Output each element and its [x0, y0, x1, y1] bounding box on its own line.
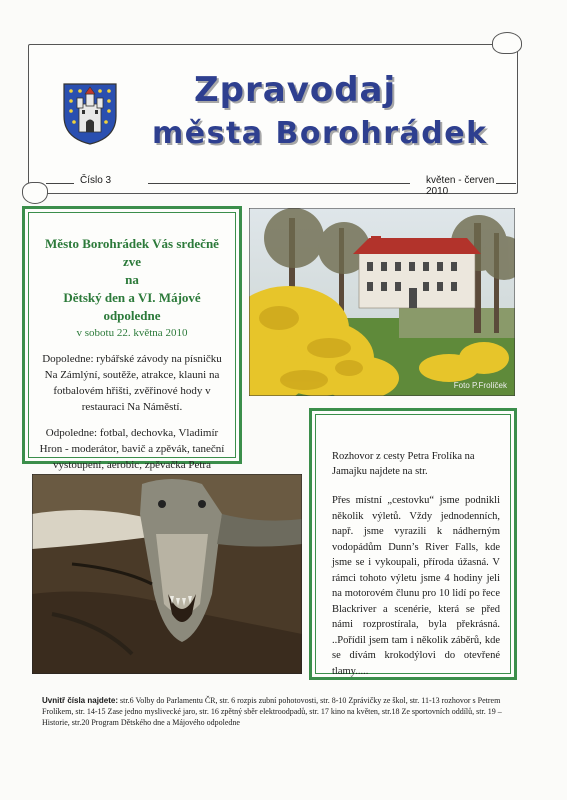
- contents-text: str.6 Volby do Parlamentu ČR, str. 6 rozpis zubní pohotovosti, str. 8-10 Zprávičky ze škol, str. 11-13 rozhovor s Petrem Frolíkem, str. 14-15 Zase jedno myslivecké jaro, str. 16 zpětný sběr elektroodpadů, str. 17 kino na květen, str.18 Ze sportovních oddílů, str. 19 – Historie, str.20 Program Dětského dne a Májového odpoledne: [42, 696, 502, 727]
- interview-box: [309, 408, 517, 680]
- issue-row: [46, 175, 516, 197]
- crocodile-image: [32, 474, 302, 674]
- table-of-contents: [42, 695, 522, 728]
- interview-inner: [315, 414, 511, 677]
- event-invitation-box: [22, 206, 242, 471]
- divider: [148, 183, 410, 184]
- issue-number: Číslo 3: [80, 175, 112, 186]
- issue-date: květen - červen 2010: [426, 175, 495, 197]
- newsletter-subtitle: města Borohrádek: [152, 116, 488, 151]
- newsletter-title: Zpravodaj: [194, 70, 397, 110]
- castle-photo: [249, 208, 515, 396]
- divider: [46, 183, 74, 184]
- event-invitation-inner: [28, 212, 236, 471]
- photo-credit: Foto P.Frolíček: [453, 381, 507, 390]
- event-heading-line2: na: [125, 272, 139, 287]
- crocodile-photo: [32, 474, 302, 674]
- town-crest-icon: [62, 82, 118, 146]
- scroll-curl-bottom: [22, 182, 48, 204]
- interview-lead: Rozhovor z cesty Petra Frolíka na Jamajku najdete na str.: [332, 451, 475, 477]
- divider: [496, 183, 516, 184]
- scroll-curl-top: [492, 32, 522, 54]
- contents-label: Uvnitř čísla najdete:: [42, 696, 119, 705]
- castle-image: [249, 208, 515, 396]
- event-heading-line1: Město Borohrádek Vás srdečně zve: [45, 236, 219, 269]
- event-morning-program: Dopoledne: rybářské závody na písničku Na Zámlýní, soutěže, atrakce, klauni na fotbalovém hřišti, zvěřinové hody v restauraci Na Náměstí.: [42, 353, 222, 413]
- event-date: v sobotu 22. května 2010: [76, 327, 188, 339]
- interview-excerpt: Přes místní „cestovku“ jsme podnikli několik výletů. Vždy jednodenních, např. jsme vyrazili k nádherným vodopádům Dunn’s River Falls, kde jsme se i vykoupali, příroda úžasná. V rámci tohoto výletu jsme 4 hodiny jeli na motorovém člunu pro 10 lidí po řece Blackriver a scenérie, která se před námi rozprostírala, byla překrásná. ..Pořídil jsem tam i několik záběrů, kde se dívám krokodýlovi do otevřené tlamy.....: [332, 495, 500, 677]
- event-afternoon-program: Odpoledne: fotbal, dechovka, Vladimír Hron - moderátor, bavič a zpěvák, taneční vystoupení, aerobic, zpěvačka Petra: [39, 427, 225, 471]
- event-heading-line3: Dětský den a VI. Májové odpoledne: [63, 290, 201, 323]
